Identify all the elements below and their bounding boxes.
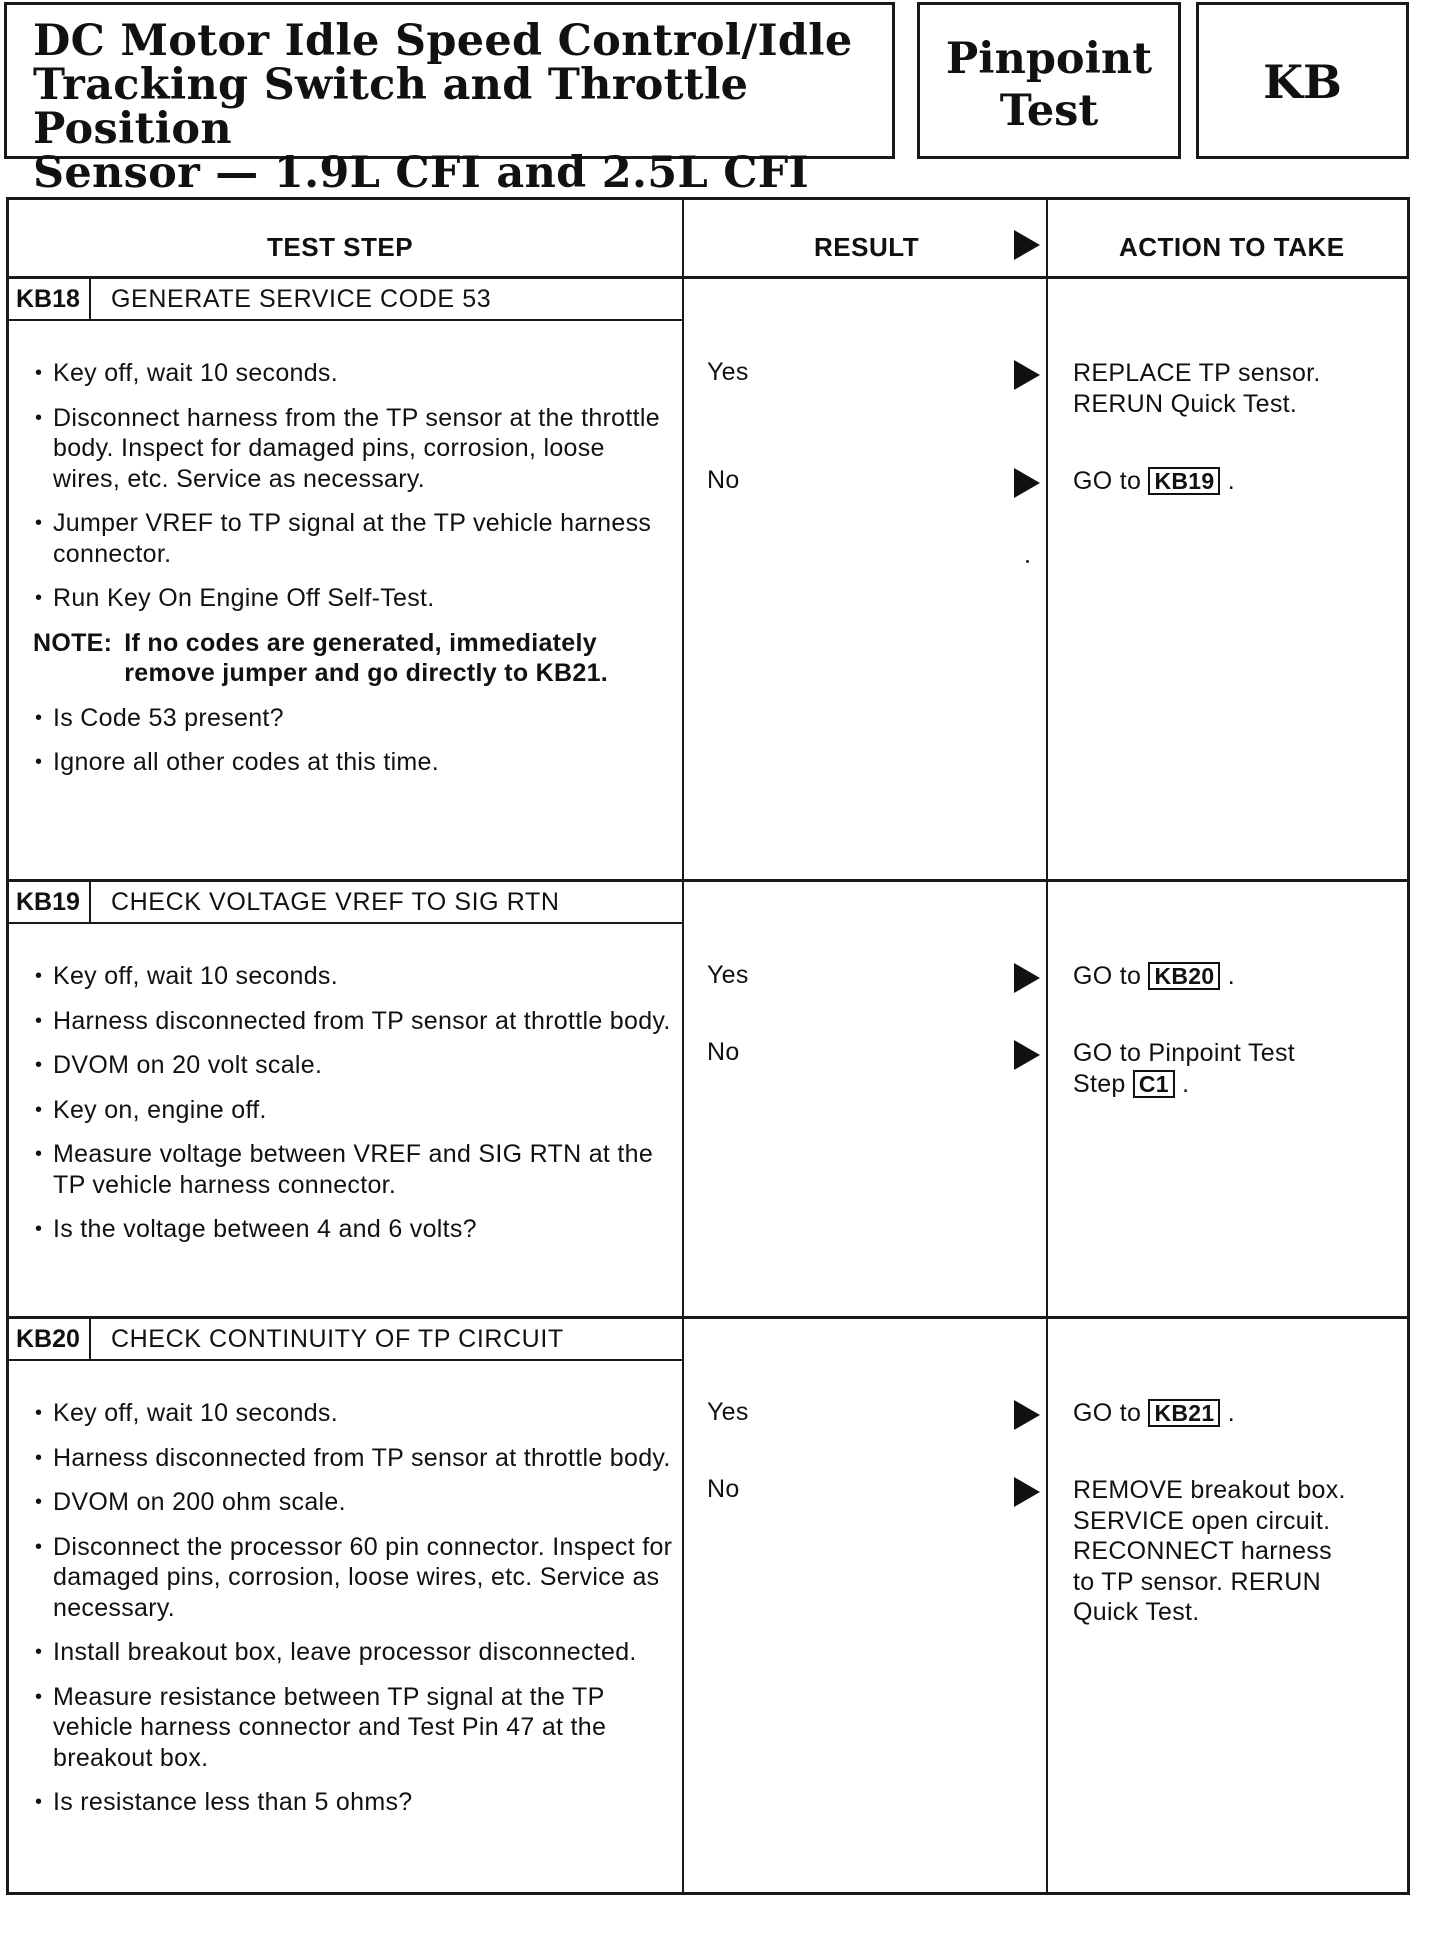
list-item: • Jumper VREF to TP signal at the TP vehicle harness connector. (33, 508, 673, 569)
title-line-3: Sensor — 1.9L CFI and 2.5L CFI (33, 148, 810, 198)
result-arrow-icon (1014, 963, 1040, 993)
result-yes: Yes (707, 961, 749, 989)
step-title-kb19: CHECK VOLTAGE VREF TO SIG RTN (111, 888, 560, 916)
list-item: • Harness disconnected from TP sensor at throttle body. (33, 1006, 673, 1037)
action-text (1073, 1038, 1403, 1099)
result-no: No (707, 1038, 740, 1066)
title-line-2: Tracking Switch and Throttle Position (33, 60, 749, 154)
action-suffix: . (1227, 962, 1235, 990)
list-item: • DVOM on 200 ohm scale. (33, 1487, 673, 1518)
action-line: RECONNECT harness (1073, 1537, 1332, 1565)
page-title (33, 16, 892, 198)
result-no: No (707, 466, 740, 494)
list-item: • Measure resistance between TP signal at the TP vehicle harness connector and Test Pin 47 at the breakout box. (33, 1682, 673, 1774)
list-item: • Is the voltage between 4 and 6 volts? (33, 1214, 673, 1245)
action-prefix: Step (1073, 1069, 1126, 1098)
step-instructions (33, 358, 673, 792)
column-divider-1 (682, 200, 684, 1892)
step-reference[interactable]: C1 (1133, 1070, 1175, 1098)
list-item: • Key off, wait 10 seconds. (33, 358, 673, 389)
column-header-test-step: TEST STEP (267, 232, 414, 262)
step-title-divider (9, 922, 682, 924)
step-instructions (33, 961, 673, 1259)
action-suffix: . (1182, 1069, 1190, 1098)
pinpoint-line-1: Pinpoint (945, 34, 1153, 84)
action-line: SERVICE open circuit. (1073, 1506, 1331, 1535)
result-yes: Yes (707, 358, 749, 386)
test-code-box (1196, 2, 1409, 159)
action-text (1073, 961, 1403, 992)
step-title-divider (9, 1359, 682, 1361)
action-prefix: GO to (1073, 962, 1142, 990)
header-arrow-icon (1014, 230, 1040, 260)
result-arrow-icon (1014, 1477, 1040, 1507)
note-label: NOTE: (33, 628, 113, 657)
action-text (1073, 1475, 1403, 1628)
action-line: Quick Test. (1073, 1598, 1200, 1626)
list-item: • Key off, wait 10 seconds. (33, 1398, 673, 1429)
list-item: • Ignore all other codes at this time. (33, 747, 673, 778)
action-text (1073, 358, 1403, 419)
title-line-1: DC Motor Idle Speed Control/Idle (33, 16, 853, 66)
action-line: REPLACE TP sensor. (1073, 359, 1321, 387)
action-text (1073, 1398, 1403, 1429)
pinpoint-test-label (920, 33, 1178, 137)
step-title-kb18: GENERATE SERVICE CODE 53 (111, 285, 492, 313)
step-title-kb20: CHECK CONTINUITY OF TP CIRCUIT (111, 1325, 564, 1353)
step-instructions (33, 1398, 673, 1832)
list-item: • Run Key On Engine Off Self-Test. (33, 583, 673, 614)
action-line: to TP sensor. RERUN (1073, 1567, 1321, 1596)
step-reference[interactable]: KB19 (1148, 467, 1220, 495)
list-item: • Key on, engine off. (33, 1095, 673, 1126)
test-code: KB (1263, 55, 1342, 109)
action-text (1073, 466, 1403, 497)
list-item: • Disconnect harness from the TP sensor at the throttle body. Inspect for damaged pins, corrosion, loose wires, etc. Service as necessary. (33, 403, 673, 495)
step-id-kb20: KB20 (9, 1319, 91, 1359)
list-item: • Disconnect the processor 60 pin connector. Inspect for damaged pins, corrosion, loose wires, etc. Service as necessary. (33, 1532, 673, 1624)
stray-dot (1026, 560, 1029, 563)
note (33, 628, 673, 689)
step-id-kb18: KB18 (9, 279, 91, 319)
step-reference[interactable]: KB20 (1148, 962, 1220, 990)
list-item: • Harness disconnected from TP sensor at throttle body. (33, 1443, 673, 1474)
result-arrow-icon (1014, 1040, 1040, 1070)
action-line: RERUN Quick Test. (1073, 389, 1298, 418)
list-item: • Is Code 53 present? (33, 703, 673, 734)
column-header-action: ACTION TO TAKE (1119, 232, 1345, 262)
list-item: • Install breakout box, leave processor disconnected. (33, 1637, 673, 1668)
result-arrow-icon (1014, 360, 1040, 390)
title-box (4, 2, 895, 198)
result-yes: Yes (707, 1398, 749, 1426)
pinpoint-table (6, 197, 1410, 1895)
step-reference[interactable]: KB21 (1148, 1399, 1220, 1427)
action-suffix: . (1227, 1399, 1235, 1427)
column-header-result: RESULT (814, 232, 920, 262)
action-prefix: GO to (1073, 467, 1142, 495)
action-line: GO to Pinpoint Test (1073, 1039, 1296, 1067)
action-line: REMOVE breakout box. (1073, 1476, 1346, 1504)
list-item: • Measure voltage between VREF and SIG RTN at the TP vehicle harness connector. (33, 1139, 673, 1200)
result-arrow-icon (1014, 1400, 1040, 1430)
action-prefix: GO to (1073, 1399, 1142, 1427)
step-title-divider (9, 319, 682, 321)
result-arrow-icon (1014, 468, 1040, 498)
note-text: If no codes are generated, immediately remove jumper and go directly to KB21. (124, 628, 609, 687)
pinpoint-test-box (917, 2, 1181, 159)
list-item: • Key off, wait 10 seconds. (33, 961, 673, 992)
column-divider-2 (1046, 200, 1048, 1892)
action-suffix: . (1227, 467, 1235, 495)
list-item: • DVOM on 20 volt scale. (33, 1050, 673, 1081)
list-item: • Is resistance less than 5 ohms? (33, 1787, 673, 1818)
result-no: No (707, 1475, 740, 1503)
step-id-kb19: KB19 (9, 882, 91, 922)
pinpoint-line-2: Test (999, 86, 1099, 136)
